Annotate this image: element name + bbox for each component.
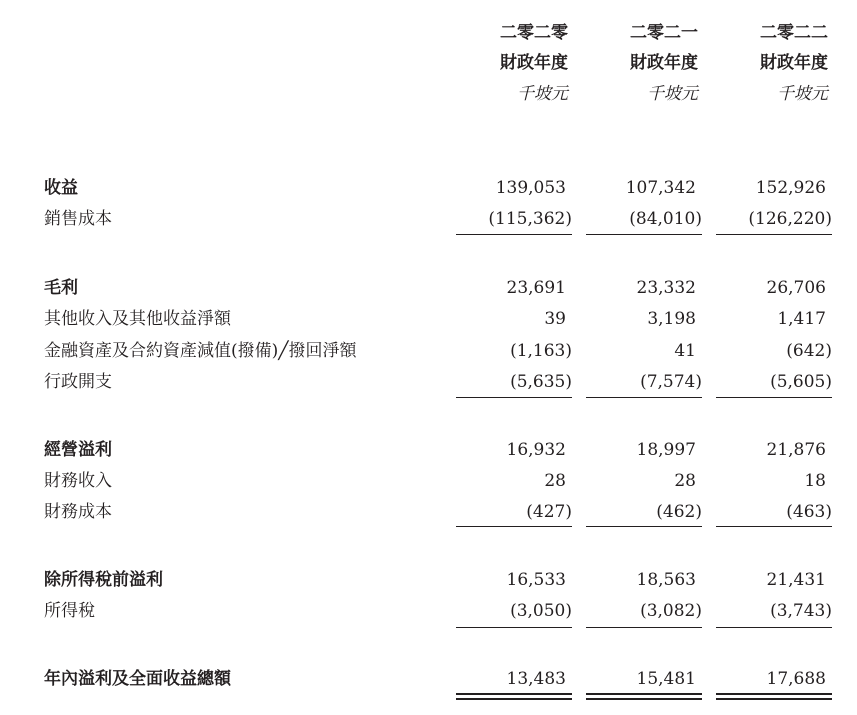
value-fy2022: 17,688 — [766, 669, 826, 689]
header-unit: 千坡元 — [777, 84, 828, 104]
value-fy2020: (3,050) — [510, 601, 572, 621]
header-year: 二零二一 — [630, 23, 698, 43]
value-fy2021: 41 — [674, 341, 696, 361]
row-label: 銷售成本 — [44, 209, 112, 229]
subtotal-rule — [456, 234, 572, 235]
value-fy2020: 28 — [544, 471, 566, 491]
header-period: 財政年度 — [760, 53, 828, 73]
total-double-rule — [716, 693, 832, 700]
subtotal-rule — [456, 526, 572, 527]
header-year: 二零二二 — [760, 23, 828, 43]
value-fy2021: 18,563 — [636, 570, 696, 590]
value-fy2021: (7,574) — [640, 372, 702, 392]
header-period: 財政年度 — [630, 53, 698, 73]
header-unit: 千坡元 — [647, 84, 698, 104]
value-fy2021: 28 — [674, 471, 696, 491]
total-double-rule — [456, 693, 572, 700]
value-fy2021: (3,082) — [640, 601, 702, 621]
row-admin-expenses — [0, 367, 857, 398]
value-fy2020: (1,163) — [510, 341, 572, 361]
row-other-income — [0, 304, 857, 335]
total-double-rule — [586, 693, 702, 700]
value-fy2021: 3,198 — [647, 309, 696, 329]
value-fy2020: (5,635) — [510, 372, 572, 392]
value-fy2022: 21,876 — [766, 440, 826, 460]
row-gross-profit — [0, 273, 857, 304]
row-operating-profit — [0, 435, 857, 466]
column-header-fy2020 — [418, 18, 568, 110]
row-finance-costs — [0, 497, 857, 528]
value-fy2022: (5,605) — [770, 372, 832, 392]
row-label: 行政開支 — [44, 372, 112, 392]
subtotal-rule — [456, 397, 572, 398]
subtotal-rule — [716, 234, 832, 235]
row-income-tax — [0, 596, 857, 627]
row-total-comprehensive-income — [0, 664, 857, 695]
header-unit: 千坡元 — [517, 84, 568, 104]
subtotal-rule — [456, 627, 572, 628]
row-revenue — [0, 173, 857, 204]
value-fy2020: 139,053 — [495, 178, 566, 198]
value-fy2022: (3,743) — [770, 601, 832, 621]
value-fy2022: (642) — [786, 341, 832, 361]
subtotal-rule — [586, 397, 702, 398]
row-label: 金融資產及合約資產減值(撥備)╱撥回淨額 — [44, 341, 357, 361]
value-fy2022: 1,417 — [777, 309, 826, 329]
row-label: 收益 — [44, 178, 78, 198]
value-fy2020: 23,691 — [506, 278, 566, 298]
subtotal-rule — [586, 526, 702, 527]
column-header-fy2022 — [678, 18, 828, 110]
row-label: 毛利 — [44, 278, 78, 298]
subtotal-rule — [586, 627, 702, 628]
row-label: 經營溢利 — [44, 440, 112, 460]
value-fy2020: 16,533 — [506, 570, 566, 590]
row-label: 財務成本 — [44, 502, 112, 522]
value-fy2022: (463) — [786, 502, 832, 522]
value-fy2020: (115,362) — [488, 209, 572, 229]
value-fy2020: 39 — [544, 309, 566, 329]
row-label: 年內溢利及全面收益總額 — [44, 669, 231, 689]
value-fy2022: (126,220) — [748, 209, 832, 229]
row-cost-of-sales — [0, 204, 857, 235]
value-fy2021: 18,997 — [636, 440, 696, 460]
value-fy2022: 152,926 — [755, 178, 826, 198]
value-fy2022: 26,706 — [766, 278, 826, 298]
row-label: 除所得稅前溢利 — [44, 570, 163, 590]
value-fy2021: (84,010) — [629, 209, 702, 229]
subtotal-rule — [716, 526, 832, 527]
header-year: 二零二零 — [500, 23, 568, 43]
value-fy2020: (427) — [526, 502, 572, 522]
row-label: 其他收入及其他收益淨額 — [44, 309, 231, 329]
row-finance-income — [0, 466, 857, 497]
value-fy2022: 18 — [804, 471, 826, 491]
header-period: 財政年度 — [500, 53, 568, 73]
value-fy2021: 15,481 — [636, 669, 696, 689]
row-label: 所得稅 — [44, 601, 95, 621]
subtotal-rule — [716, 627, 832, 628]
row-impairment — [0, 336, 857, 367]
value-fy2020: 13,483 — [506, 669, 566, 689]
row-profit-before-tax — [0, 565, 857, 596]
subtotal-rule — [586, 234, 702, 235]
value-fy2021: (462) — [656, 502, 702, 522]
row-label: 財務收入 — [44, 471, 112, 491]
column-header-fy2021 — [548, 18, 698, 110]
value-fy2021: 107,342 — [625, 178, 696, 198]
value-fy2021: 23,332 — [636, 278, 696, 298]
value-fy2020: 16,932 — [506, 440, 566, 460]
value-fy2022: 21,431 — [766, 570, 826, 590]
subtotal-rule — [716, 397, 832, 398]
